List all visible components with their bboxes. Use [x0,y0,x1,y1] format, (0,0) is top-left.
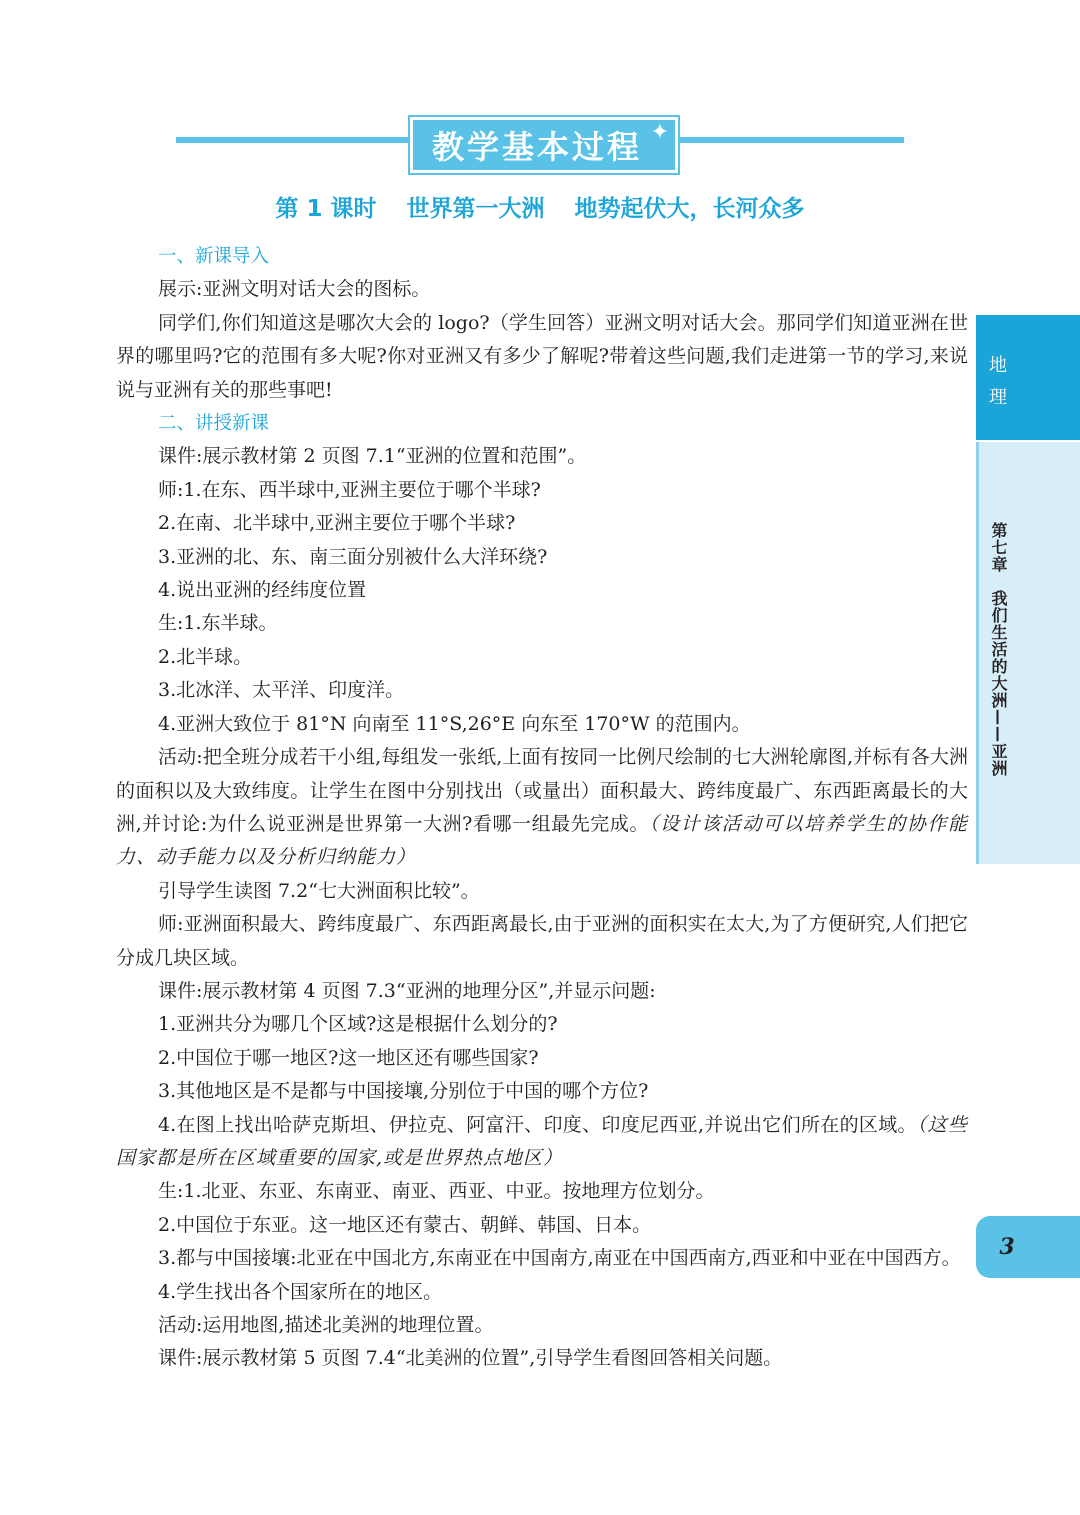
chapter-label: 第七章 我们生活的大洲——亚洲 [989,522,1008,777]
lesson-body [116,240,968,1376]
section-heading: 一、新课导入 [158,246,270,267]
section-heading: 二、讲授新课 [158,413,270,435]
body-paragraph [116,574,968,607]
paragraph-text: 引导学生读图 7.2“七大洲面积比较”。 [158,879,480,902]
body-paragraph [116,474,968,507]
paragraph-text: 1.亚洲共分为哪几个区域?这是根据什么划分的? [158,1013,558,1036]
design-note: （设计该活动可以培养学生的协作能力、动手能力以及分析归纳能力） [116,812,968,869]
paragraph-text: 活动:把全班分成若干小组,每组发一张纸,上面有按同一比例尺绘制的七大洲轮廓图,并标有各大洲的面积以及大致纬度。让学生在图中分别找出（或量出）面积最大、跨纬度最广、东西距离最长的大洲,并讨论:为什么说亚洲是世界第一大洲?看哪一组最先完成。 [116,746,968,835]
paragraph-text: 2.在南、北半球中,亚洲主要位于哪个半球? [158,512,516,535]
body-paragraph [116,607,968,640]
section-title: 教学基本过程 [431,128,642,166]
design-note: （这些国家都是所在区域重要的国家,或是世界热点地区） [116,1113,968,1169]
body-paragraph [116,507,968,540]
lesson-subtitle: 地势起伏大，长河众多 [574,196,805,222]
paragraph-text: 3.北冰洋、太平洋、印度洋。 [158,679,405,702]
paragraph-text: 3.亚洲的北、东、南三面分别被什么大洋环绕? [158,545,548,568]
subject-label: 地理 [989,355,1007,408]
body-paragraph [116,440,968,473]
body-paragraph [116,975,968,1008]
body-paragraph [116,1175,968,1208]
body-paragraph [116,307,968,407]
body-paragraph [116,1309,968,1342]
paragraph-text: 4.在图上找出哈萨克斯坦、伊拉克、阿富汗、印度、印度尼西亚,并说出它们所在的区域。 [158,1113,917,1136]
body-paragraph [116,641,968,674]
body-paragraph [116,708,968,741]
body-paragraph [116,674,968,707]
body-paragraph [116,273,968,306]
body-paragraph [116,1242,968,1275]
body-paragraph [116,541,968,574]
paragraph-text: 3.其他地区是不是都与中国接壤,分别位于中国的哪个方位? [158,1080,649,1103]
body-paragraph [116,1209,968,1242]
paragraph-text: 生:1.东半球。 [158,612,278,635]
paragraph-text: 2.中国位于哪一地区?这一地区还有哪些国家? [158,1046,539,1069]
body-paragraph [116,1109,968,1176]
body-paragraph [116,1042,968,1075]
lesson-title [0,190,1080,223]
body-paragraph [116,1075,968,1108]
body-paragraph [116,908,968,975]
paragraph-text: 同学们,你们知道这是哪次大会的 logo?（学生回答）亚洲文明对话大会。那同学们知道亚洲在世界的哪里吗?它的范围有多大呢?你对亚洲又有多少了解呢?带着这些问题,我们走进第一节的学习,来说说与亚洲有关的那些事吧! [116,311,968,401]
body-paragraph [116,1276,968,1309]
page-number: 3 [999,1234,1015,1260]
section-banner [410,117,678,173]
lesson-number: 第 1 课时 [275,196,377,222]
paragraph-text: 活动:运用地图,描述北美洲的地理位置。 [158,1314,494,1336]
lesson-topic: 世界第一大洲 [406,196,545,222]
paragraph-text: 师:亚洲面积最大、跨纬度最广、东西距离最长,由于亚洲的面积实在太大,为了方便研究,人们把它分成几块区域。 [116,913,968,969]
paragraph-text: 展示:亚洲文明对话大会的图标。 [158,278,431,301]
paragraph-text: 4.亚洲大致位于 81°N 向南至 11°S,26°E 向东至 170°W 的范围内。 [158,712,751,735]
body-paragraph [116,875,968,908]
paragraph-text: 课件:展示教材第 5 页图 7.4“北美洲的位置”,引导学生看图回答相关问题。 [158,1347,783,1370]
paragraph-text: 3.都与中国接壤:北亚在中国北方,东南亚在中国南方,南亚在中国西南方,西亚和中亚在中国西方。 [158,1247,961,1270]
paragraph-text: 2.北半球。 [158,645,253,668]
paragraph-text: 课件:展示教材第 4 页图 7.3“亚洲的地理分区”,并显示问题: [158,979,656,1002]
paragraph-text: 2.中国位于东亚。这一地区还有蒙古、朝鲜、韩国、日本。 [158,1213,652,1236]
sparkle-icon: ✦ [650,120,669,145]
paragraph-text: 师:1.在东、西半球中,亚洲主要位于哪个半球? [158,478,541,501]
body-paragraph [116,1008,968,1041]
paragraph-text: 4.学生找出各个国家所在的地区。 [158,1280,443,1303]
paragraph-text: 4.说出亚洲的经纬度位置 [158,579,367,602]
body-paragraph [116,1342,968,1375]
paragraph-text: 课件:展示教材第 2 页图 7.1“亚洲的位置和范围”。 [158,445,587,468]
body-paragraph [116,741,968,875]
paragraph-text: 生:1.北亚、东亚、东南亚、南亚、西亚、中亚。按地理方位划分。 [158,1180,715,1203]
